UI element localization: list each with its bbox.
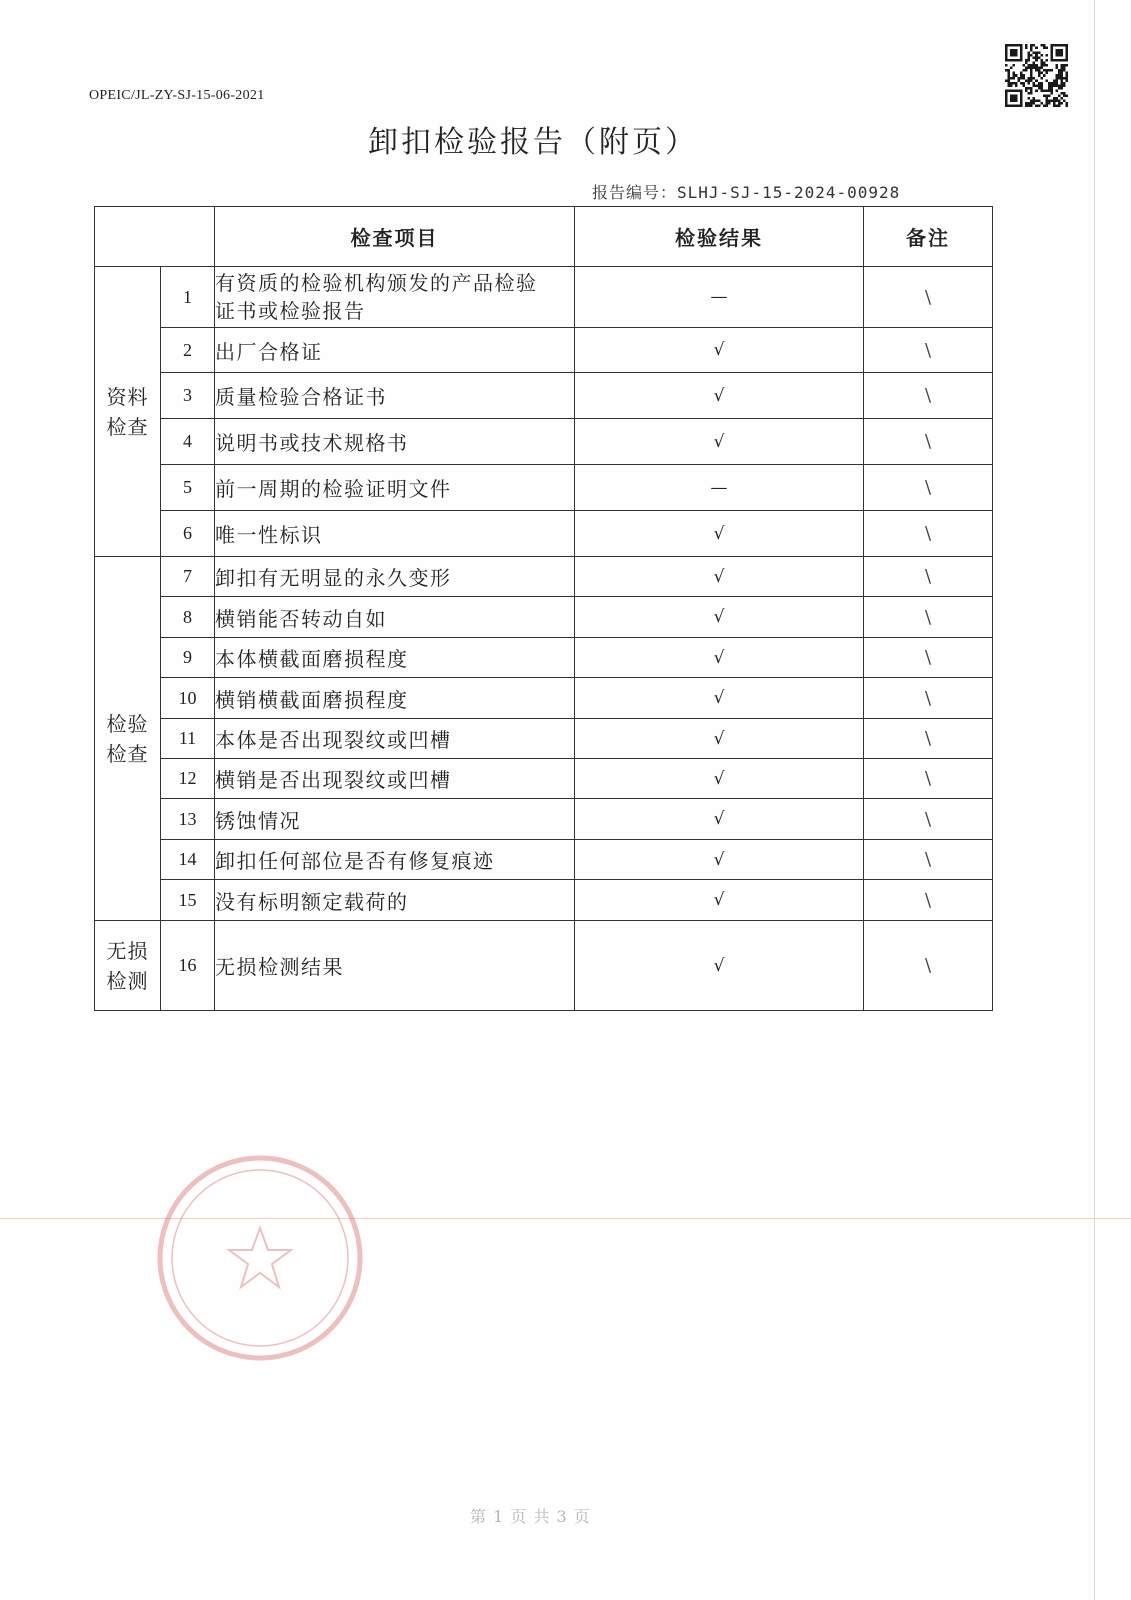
remark: \ xyxy=(864,597,993,638)
row-number: 1 xyxy=(161,267,215,328)
row-number: 4 xyxy=(161,419,215,465)
remark: \ xyxy=(864,511,993,557)
check-result: √ xyxy=(575,638,864,678)
row-number: 8 xyxy=(161,597,215,638)
check-result: — xyxy=(575,465,864,511)
table-row xyxy=(95,373,993,419)
check-item: 前一周期的检验证明文件 xyxy=(215,465,575,511)
table-row xyxy=(95,465,993,511)
check-item xyxy=(215,267,575,328)
check-result: √ xyxy=(575,419,864,465)
table-row xyxy=(95,880,993,921)
row-number: 12 xyxy=(161,759,215,799)
table-row xyxy=(95,419,993,465)
page-footer: 第 1 页 共 3 页 xyxy=(470,1507,591,1526)
table-row xyxy=(95,328,993,373)
check-item: 没有标明额定载荷的 xyxy=(215,880,575,921)
table-row xyxy=(95,511,993,557)
row-number: 14 xyxy=(161,840,215,880)
category-label: 无损 xyxy=(106,938,149,963)
row-number: 15 xyxy=(161,880,215,921)
row-number: 9 xyxy=(161,638,215,678)
remark: \ xyxy=(864,328,993,373)
check-item: 本体横截面磨损程度 xyxy=(215,638,575,678)
table-row xyxy=(95,597,993,638)
check-item: 说明书或技术规格书 xyxy=(215,419,575,465)
remark: \ xyxy=(864,419,993,465)
check-item-line: 有资质的检验机构颁发的产品检验 xyxy=(215,271,538,295)
category-label: 检验 xyxy=(106,711,149,736)
check-result: — xyxy=(575,267,864,328)
check-item: 唯一性标识 xyxy=(215,511,575,557)
row-number: 7 xyxy=(161,557,215,597)
inspection-table xyxy=(94,206,993,1011)
row-number: 16 xyxy=(161,921,215,1011)
remark: \ xyxy=(864,719,993,759)
check-result: √ xyxy=(575,799,864,840)
remark: \ xyxy=(864,557,993,597)
remark: \ xyxy=(864,840,993,880)
table-row xyxy=(95,799,993,840)
check-result: √ xyxy=(575,840,864,880)
check-result: √ xyxy=(575,597,864,638)
check-item: 出厂合格证 xyxy=(215,328,575,373)
check-item: 无损检测结果 xyxy=(215,921,575,1011)
check-item: 本体是否出现裂纹或凹槽 xyxy=(215,719,575,759)
check-result: √ xyxy=(575,759,864,799)
remark: \ xyxy=(864,799,993,840)
row-number: 11 xyxy=(161,719,215,759)
check-result: √ xyxy=(575,719,864,759)
category-label: 资料 xyxy=(106,384,149,409)
remark: \ xyxy=(864,921,993,1011)
table-row xyxy=(95,638,993,678)
check-item: 横销能否转动自如 xyxy=(215,597,575,638)
page-title: 卸扣检验报告（附页） xyxy=(368,125,698,160)
remark: \ xyxy=(864,373,993,419)
report-number-value: SLHJ-SJ-15-2024-00928 xyxy=(677,183,901,202)
scan-edge-line xyxy=(1094,0,1095,1600)
remark: \ xyxy=(864,465,993,511)
row-number: 6 xyxy=(161,511,215,557)
check-result: √ xyxy=(575,328,864,373)
report-number-label: 报告编号： xyxy=(592,183,678,202)
header-note: 备注 xyxy=(864,207,993,267)
check-result: √ xyxy=(575,511,864,557)
check-item: 卸扣任何部位是否有修复痕迹 xyxy=(215,840,575,880)
seal-stamp xyxy=(150,1148,370,1368)
table-row xyxy=(95,840,993,880)
remark: \ xyxy=(864,267,993,328)
category-cell xyxy=(95,557,161,921)
category-cell xyxy=(95,267,161,557)
category-cell xyxy=(95,921,161,1011)
row-number: 2 xyxy=(161,328,215,373)
table-row xyxy=(95,557,993,597)
form-code: OPEIC/JL-ZY-SJ-15-06-2021 xyxy=(89,88,265,103)
row-number: 3 xyxy=(161,373,215,419)
table-row xyxy=(95,267,993,328)
remark: \ xyxy=(864,638,993,678)
check-item: 质量检验合格证书 xyxy=(215,373,575,419)
check-item: 横销横截面磨损程度 xyxy=(215,678,575,719)
category-label: 检查 xyxy=(106,741,149,766)
header-item: 检查项目 xyxy=(215,207,575,267)
row-number: 10 xyxy=(161,678,215,719)
check-item: 横销是否出现裂纹或凹槽 xyxy=(215,759,575,799)
header-blank-cell xyxy=(95,207,215,267)
check-item: 卸扣有无明显的永久变形 xyxy=(215,557,575,597)
category-label: 检测 xyxy=(106,968,149,993)
check-result: √ xyxy=(575,373,864,419)
check-result: √ xyxy=(575,678,864,719)
row-number: 5 xyxy=(161,465,215,511)
table-row xyxy=(95,678,993,719)
remark: \ xyxy=(864,880,993,921)
header-result: 检验结果 xyxy=(575,207,864,267)
table-row xyxy=(95,759,993,799)
category-label: 检查 xyxy=(106,414,149,439)
row-number: 13 xyxy=(161,799,215,840)
table-header-row xyxy=(95,207,993,267)
report-number xyxy=(592,180,900,203)
table-row xyxy=(95,719,993,759)
check-result: √ xyxy=(575,880,864,921)
check-item: 锈蚀情况 xyxy=(215,799,575,840)
qr-code xyxy=(1005,44,1068,107)
check-result: √ xyxy=(575,557,864,597)
check-result: √ xyxy=(575,921,864,1011)
table-row xyxy=(95,921,993,1011)
check-item-line: 证书或检验报告 xyxy=(215,299,366,323)
remark: \ xyxy=(864,759,993,799)
remark: \ xyxy=(864,678,993,719)
